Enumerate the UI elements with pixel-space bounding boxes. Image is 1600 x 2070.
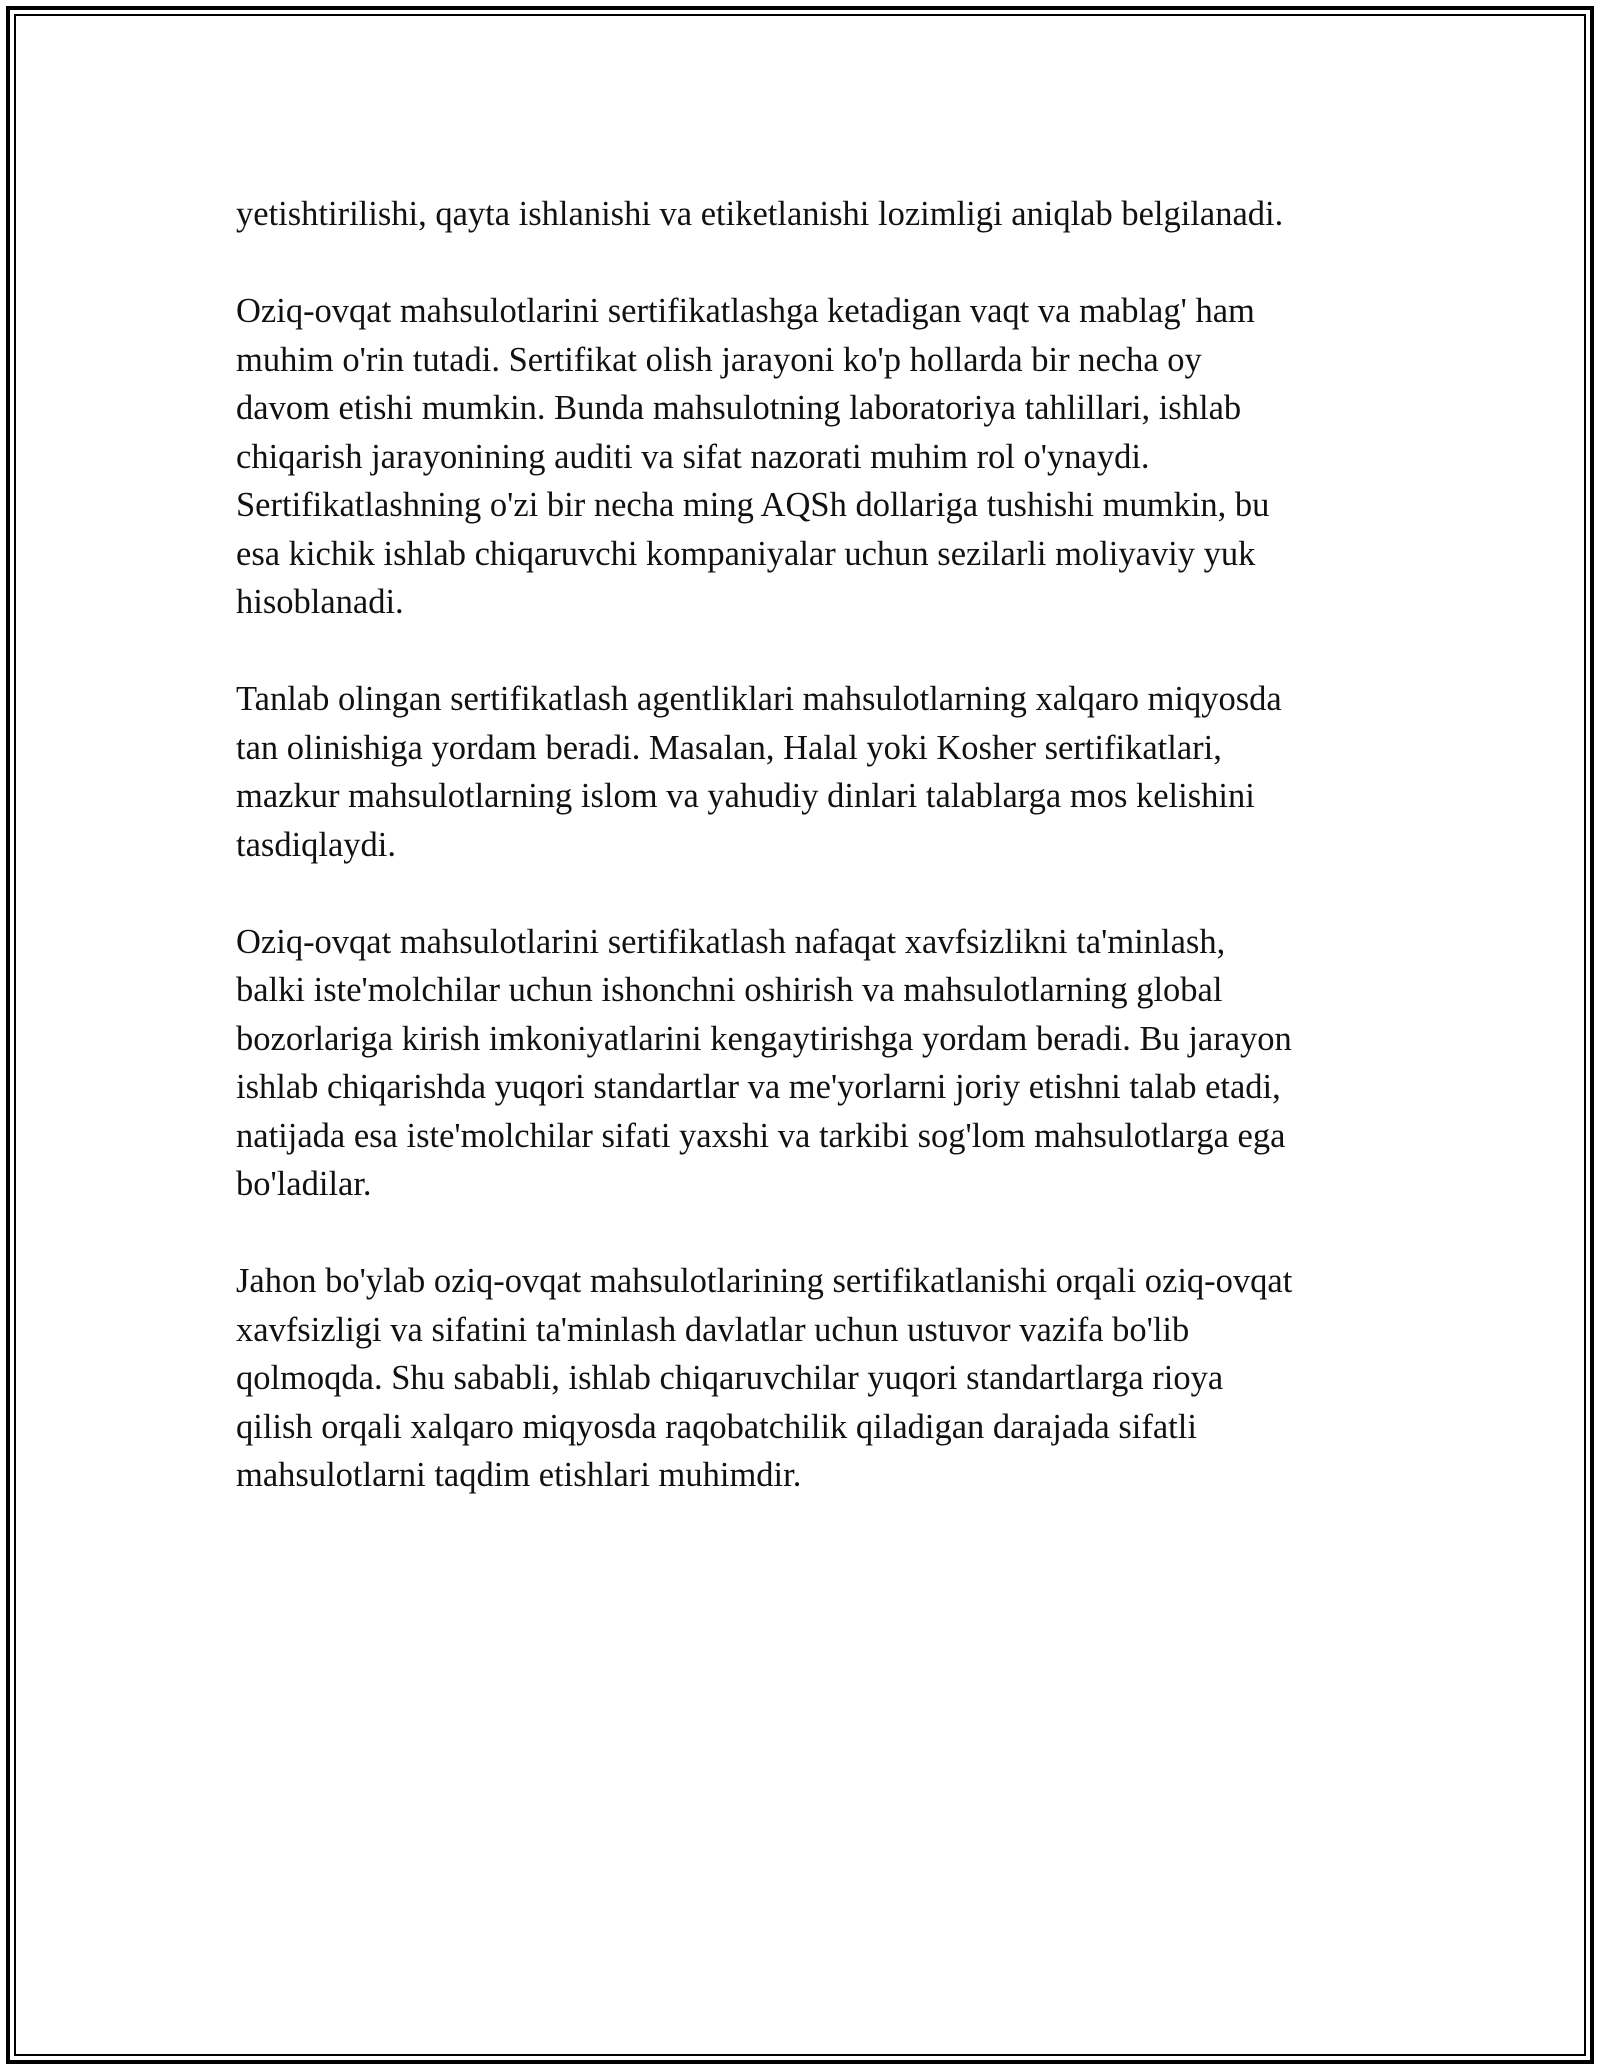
text-line: qolmoqda. Shu sababli, ishlab chiqaruvchilar yuqori standartlarga rioya <box>236 1359 1224 1397</box>
document-body <box>236 190 1376 1548</box>
text-line: Oziq-ovqat mahsulotlarini sertifikatlashga ketadigan vaqt va mablag' ham <box>236 292 1255 330</box>
text-line: hisoblanadi. <box>236 583 404 621</box>
text-line: mazkur mahsulotlarning islom va yahudiy dinlari talablarga mos kelishini <box>236 777 1255 815</box>
text-line: yetishtirilishi, qayta ishlanishi va etiketlanishi lozimligi aniqlab belgilanadi. <box>236 195 1284 233</box>
text-line: Oziq-ovqat mahsulotlarini sertifikatlash nafaqat xavfsizlikni ta'minlash, <box>236 922 1226 961</box>
text-line: ishlab chiqarishda yuqori standartlar va me'yorlarni joriy etishni talab etadi, <box>236 1068 1281 1106</box>
text-line: esa kichik ishlab chiqaruvchi kompaniyalar uchun sezilarli moliyaviy yuk <box>236 534 1256 573</box>
paragraph-2 <box>236 287 1376 627</box>
text-line: Tanlab olingan sertifikatlash agentliklari mahsulotlarning xalqaro miqyosda <box>236 680 1282 718</box>
text-line: tasdiqlaydi. <box>236 825 397 864</box>
text-line: natijada esa iste'molchilar sifati yaxshi va tarkibi sog'lom mahsulotlarga ega <box>236 1116 1286 1155</box>
text-line: Sertifikatlashning o'zi bir necha ming AQSh dollariga tushishi mumkin, bu <box>236 486 1270 524</box>
text-line: xavfsizligi va sifatini ta'minlash davlatlar uchun ustuvor vazifa bo'lib <box>236 1310 1190 1349</box>
text-line: tan olinishiga yordam beradi. Masalan, Halal yoki Kosher sertifikatlari, <box>236 728 1222 767</box>
text-line: chiqarish jarayonining auditi va sifat nazorati muhim rol o'ynaydi. <box>236 437 1150 476</box>
paragraph-1 <box>236 190 1376 239</box>
text-line: davom etishi mumkin. Bunda mahsulotning laboratoriya tahlillari, ishlab <box>236 389 1242 427</box>
text-line: balki iste'molchilar uchun ishonchni oshirish va mahsulotlarning global <box>236 971 1223 1009</box>
text-line: bo'ladilar. <box>236 1165 372 1203</box>
paragraph-4 <box>236 918 1376 1209</box>
text-line: muhim o'rin tutadi. Sertifikat olish jarayoni ko'p hollarda bir necha oy <box>236 340 1202 379</box>
paragraph-3 <box>236 675 1376 869</box>
paragraph-5 <box>236 1257 1376 1500</box>
text-line: Jahon bo'ylab oziq-ovqat mahsulotlarining sertifikatlanishi orqali oziq-ovqat <box>236 1262 1293 1300</box>
text-line: bozorlariga kirish imkoniyatlarini kengaytirishga yordam beradi. Bu jarayon <box>236 1019 1292 1058</box>
text-line: mahsulotlarni taqdim etishlari muhimdir. <box>236 1456 802 1494</box>
text-line: qilish orqali xalqaro miqyosda raqobatchilik qiladigan darajada sifatli <box>236 1407 1197 1446</box>
